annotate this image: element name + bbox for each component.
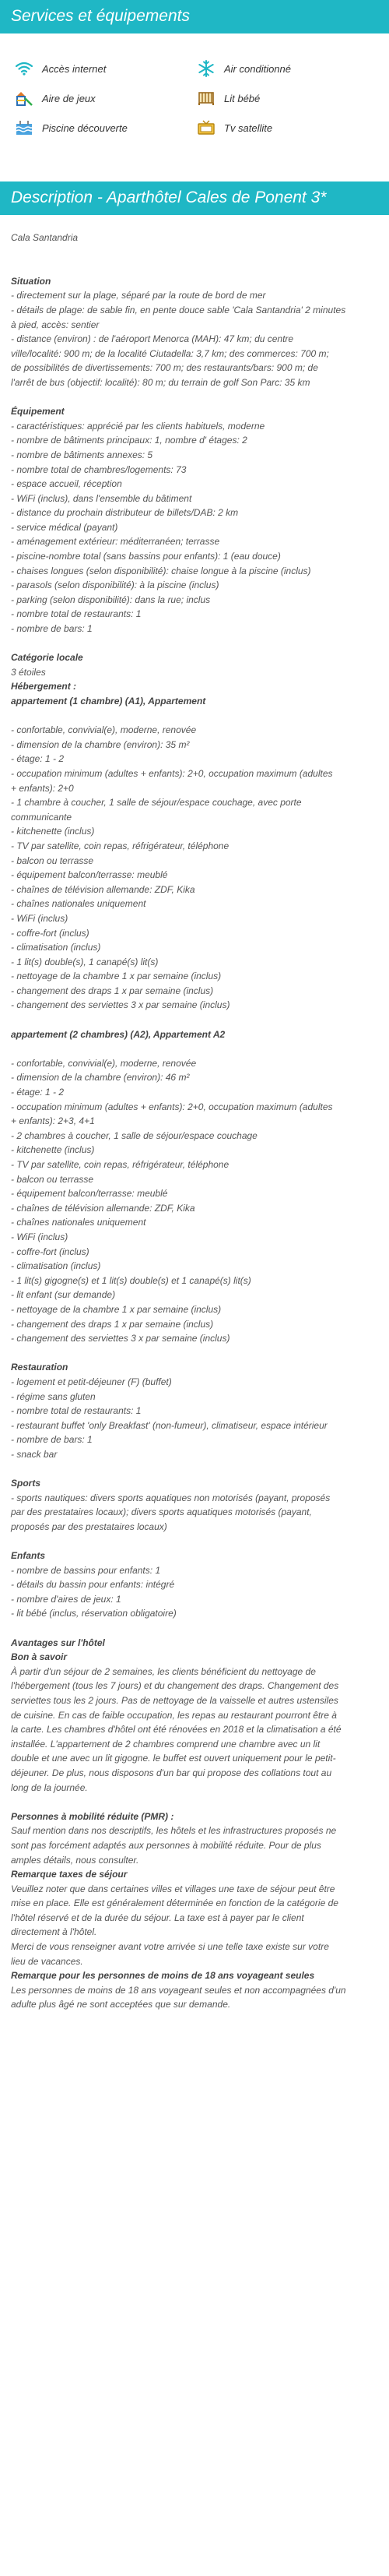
- description-line: - coffre-fort (inclus): [11, 1246, 89, 1257]
- description-heading: appartement (1 chambre) (A1), Appartement: [11, 696, 206, 707]
- blank-line: [11, 1534, 378, 1549]
- service-label: Tv satellite: [224, 122, 273, 134]
- description-line: amples détails, nous consulter.: [11, 1854, 139, 1866]
- description-title: Description - Aparthôtel Cales de Ponent 3*: [0, 181, 389, 215]
- description-line: - changement des serviettes 3 x par semaine (inclus): [11, 1333, 230, 1344]
- description-line: - distance du prochain distributeur de billets/DAB: 2 km: [11, 507, 239, 519]
- description-line: - 1 lit(s) gigogne(s) et 1 lit(s) double(s) et 1 canapé(s) lit(s): [11, 1274, 251, 1286]
- services-body: [0, 33, 389, 158]
- description-line: - nombre de bars: 1: [11, 623, 93, 635]
- service-label: Air conditionné: [224, 62, 291, 75]
- blank-line: [11, 1795, 378, 1810]
- description-line: - 2 chambres à coucher, 1 salle de séjour/espace couchage: [11, 1129, 258, 1141]
- description-line: - distance (environ) : de l'aéroport Menorca (MAH): 47 km; du centre: [11, 333, 294, 345]
- service-pool: [12, 113, 194, 143]
- description-line: mise en place. Elle est généralement déterminée en fonction de la catégorie de: [11, 1898, 338, 1909]
- description-line: - étage: 1 - 2: [11, 753, 65, 765]
- description-line: - kitchenette (inclus): [11, 826, 95, 837]
- description-line: - nombre de bars: 1: [11, 1434, 93, 1446]
- description-line: communicante: [11, 811, 72, 823]
- description-heading: Remarque taxes de séjour: [11, 1869, 128, 1880]
- description-line: lieu de vacances.: [11, 1955, 83, 1967]
- description-line: - détails du bassin pour enfants: intégré: [11, 1579, 175, 1591]
- description-line: - occupation minimum (adultes + enfants): 2+0, occupation maximum (adultes: [11, 1101, 333, 1112]
- description-line: la carte. Les chambres d'hôtel ont été rénovées en 2018 et la climatisation a été: [11, 1724, 342, 1736]
- description-line: - chaises longues (selon disponibilité): chaise longue à la piscine (inclus): [11, 565, 311, 576]
- description-line: long de la journée.: [11, 1781, 88, 1793]
- description-line: serviettes tous les 2 jours. Pas de nettoyage de la vaisselle et autres ustensiles: [11, 1694, 338, 1706]
- description-line: - coffre-fort (inclus): [11, 927, 89, 939]
- description-line: par des prestataires locaux); divers sports aquatiques motorisés (payant,: [11, 1506, 312, 1518]
- description-line: à pied, accès: sentier: [11, 319, 100, 330]
- description-line: Veuillez noter que dans certaines villes et villages une taxe de séjour peut être: [11, 1883, 335, 1894]
- description-line: - changement des draps 1 x par semaine (inclus): [11, 985, 214, 996]
- description-line: À partir d'un séjour de 2 semaines, les clients bénéficient du nettoyage de: [11, 1665, 316, 1677]
- description-line: - piscine-nombre total (sans bassins pour enfants): 1 (eau douce): [11, 551, 281, 562]
- services-section: [0, 0, 389, 158]
- description-line: - changement des serviettes 3 x par semaine (inclus): [11, 999, 230, 1011]
- service-label: Accès internet: [42, 62, 107, 75]
- blank-line: [11, 709, 378, 724]
- description-line: - lit enfant (sur demande): [11, 1289, 116, 1301]
- playground-icon: [12, 89, 36, 107]
- description-line: - confortable, convivial(e), moderne, renovée: [11, 724, 197, 736]
- services-title: Services et équipements: [0, 0, 389, 33]
- service-label: Aire de jeux: [42, 92, 96, 104]
- description-line: - dimension de la chambre (environ): 35 m²: [11, 738, 190, 750]
- description-line: - lit bébé (inclus, réservation obligatoire): [11, 1608, 177, 1619]
- description-line: - 1 chambre à coucher, 1 salle de séjour/espace couchage, avec porte: [11, 797, 302, 809]
- blank-line: [11, 1346, 378, 1361]
- description-line: - caractéristiques: apprécié par les clients habituels, moderne: [11, 420, 265, 432]
- description-line: - balcon ou terrasse: [11, 1173, 94, 1185]
- description-line: - sports nautiques: divers sports aquatiques non motorisés (payant, proposés: [11, 1492, 331, 1503]
- description-line: - confortable, convivial(e), moderne, renovée: [11, 1057, 197, 1069]
- blank-line: [11, 1461, 378, 1476]
- description-line: installée. L'appartement de 2 chambres comprend une chambre avec un lit: [11, 1738, 321, 1750]
- description-line: - nombre d'aires de jeux: 1: [11, 1593, 121, 1605]
- description-heading: Remarque pour les personnes de moins de 18 ans voyageant seules: [11, 1970, 315, 1982]
- service-label: Piscine découverte: [42, 122, 128, 134]
- description-line: - détails de plage: de sable fin, en pente douce sable 'Cala Santandria' 2 minutes: [11, 304, 346, 315]
- description-line: proposés par des prestataires locaux): [11, 1521, 167, 1532]
- description-line: - équipement balcon/terrasse: meublé: [11, 869, 168, 881]
- description-line: - WiFi (inclus): [11, 1231, 68, 1242]
- description-line: - climatisation (inclus): [11, 1260, 101, 1272]
- crib-icon: [194, 89, 218, 107]
- description-line: - parking (selon disponibilité): dans la rue; inclus: [11, 594, 211, 605]
- description-line: - nombre de bâtiments principaux: 1, nombre d' étages: 2: [11, 435, 247, 446]
- description-heading: appartement (2 chambres) (A2), Appartement A2: [11, 1028, 226, 1040]
- description-section: [0, 181, 389, 2043]
- description-line: - nettoyage de la chambre 1 x par semaine (inclus): [11, 1303, 222, 1315]
- description-heading: Équipement: [11, 406, 65, 418]
- description-line: - kitchenette (inclus): [11, 1144, 95, 1156]
- description-line: - WiFi (inclus), dans l'ensemble du bâtiment: [11, 492, 192, 504]
- description-line: Cala Santandria: [11, 232, 79, 243]
- blank-line: [11, 259, 378, 274]
- description-heading: Personnes à mobilité réduite (PMR) :: [11, 1810, 174, 1822]
- description-line: 3 étoiles: [11, 666, 46, 678]
- description-line: de cuisine. En cas de faible occupation, les repas au restaurant pourront être à: [11, 1709, 337, 1721]
- description-line: - étage: 1 - 2: [11, 1087, 65, 1098]
- snowflake-icon: [194, 59, 218, 78]
- description-line: - directement sur la plage, séparé par la route de bord de mer: [11, 290, 266, 301]
- service-label: Lit bébé: [224, 92, 261, 104]
- description-line: Merci de vous renseigner avant votre arrivée si une telle taxe existe sur votre: [11, 1941, 329, 1953]
- description-line: - TV par satellite, coin repas, réfrigérateur, téléphone: [11, 1159, 230, 1170]
- description-line: adulte plus âgé ne sont acceptées que sur demande.: [11, 1999, 231, 2010]
- description-line: - WiFi (inclus): [11, 912, 68, 924]
- description-line: déjeuner. De plus, nous disposons d'un bar qui propose des collations tout au: [11, 1767, 332, 1778]
- description-line: double et une avec un lit gigogne. le buffet est ouvert uniquement pour le petit-: [11, 1753, 336, 1764]
- description-heading: Avantages sur l'hôtel: [11, 1637, 105, 1648]
- description-line: de possibilités de divertissements: 700 m; des restaurants/bars: 900 m; de: [11, 362, 318, 374]
- description-line: - parasols (selon disponibilité): à la piscine (inclus): [11, 580, 219, 591]
- blank-line: [11, 1621, 378, 1636]
- description-heading: Hébergement :: [11, 681, 77, 692]
- service-crib: [194, 83, 377, 113]
- description-line: Sauf mention dans nos descriptifs, les hôtels et les infrastructures proposés ne: [11, 1825, 337, 1837]
- description-line: l'arrêt de bus (objectif: localité): 80 m; du terrain de golf Son Parc: 35 km: [11, 376, 310, 388]
- description-heading: Bon à savoir: [11, 1651, 68, 1663]
- description-line: - nombre total de chambres/logements: 73: [11, 463, 187, 475]
- description-line: - nombre de bâtiments annexes: 5: [11, 449, 153, 460]
- description-line: + enfants): 2+3, 4+1: [11, 1115, 95, 1127]
- description-heading: Enfants: [11, 1550, 46, 1562]
- description-line: - climatisation (inclus): [11, 942, 101, 953]
- description-line: - espace accueil, réception: [11, 478, 122, 490]
- description-line: Les personnes de moins de 18 ans voyageant seules et non accompagnées d'un: [11, 1984, 346, 1996]
- description-line: - snack bar: [11, 1448, 58, 1460]
- description-line: - nombre total de restaurants: 1: [11, 608, 142, 620]
- description-line: - occupation minimum (adultes + enfants): 2+0, occupation maximum (adultes: [11, 767, 333, 779]
- pool-icon: [12, 118, 36, 137]
- service-internet: [12, 54, 194, 83]
- description-line: - service médical (payant): [11, 521, 118, 533]
- description-line: - nombre de bassins pour enfants: 1: [11, 1564, 161, 1576]
- service-tv: [194, 113, 377, 143]
- description-line: - chaînes nationales uniquement: [11, 898, 146, 910]
- description-line: - nombre total de restaurants: 1: [11, 1405, 142, 1417]
- blank-line: [11, 636, 378, 651]
- blank-line: [11, 1013, 378, 1027]
- blank-line: [11, 1041, 378, 1056]
- description-line: - 1 lit(s) double(s), 1 canapé(s) lit(s): [11, 956, 159, 967]
- description-heading: Catégorie locale: [11, 652, 83, 664]
- description-line: directement à l'hôtel.: [11, 1926, 97, 1938]
- description-body: [0, 215, 389, 2043]
- description-line: - balcon ou terrasse: [11, 855, 94, 866]
- blank-line: [11, 245, 378, 260]
- description-line: - équipement balcon/terrasse: meublé: [11, 1188, 168, 1200]
- description-heading: Sports: [11, 1478, 41, 1489]
- description-line: - aménagement extérieur: méditerranéen; terrasse: [11, 536, 220, 548]
- tv-icon: [194, 118, 218, 137]
- description-heading: Restauration: [11, 1362, 68, 1373]
- wifi-icon: [12, 59, 36, 78]
- description-line: - chaînes de télévision allemande: ZDF, Kika: [11, 1202, 195, 1214]
- description-line: - logement et petit-déjeuner (F) (buffet): [11, 1376, 172, 1387]
- description-line: - nettoyage de la chambre 1 x par semaine (inclus): [11, 971, 222, 982]
- description-line: + enfants): 2+0: [11, 782, 74, 794]
- description-line: - dimension de la chambre (environ): 46 m²: [11, 1072, 190, 1084]
- description-line: - chaînes de télévision allemande: ZDF, Kika: [11, 883, 195, 895]
- description-line: - changement des draps 1 x par semaine (inclus): [11, 1318, 214, 1330]
- description-line: l'hébergement (tous les 7 jours) et du changement des draps. Changement des: [11, 1680, 339, 1692]
- section-gap: [0, 158, 389, 181]
- service-aircon: [194, 54, 377, 83]
- description-line: - chaînes nationales uniquement: [11, 1217, 146, 1228]
- description-line: - TV par satellite, coin repas, réfrigérateur, téléphone: [11, 840, 230, 851]
- description-line: l'hôtel réservé et de la durée du séjour. La taxe est à payer par le client: [11, 1912, 304, 1923]
- description-heading: Situation: [11, 275, 51, 287]
- services-grid: [12, 54, 377, 143]
- service-playground: [12, 83, 194, 113]
- description-line: - régime sans gluten: [11, 1390, 96, 1402]
- description-line: ville/localité: 900 m; de la localité Ciutadella: 3,7 km; des commerces: 700 m;: [11, 347, 329, 359]
- description-line: - restaurant buffet 'only Breakfast' (non-fumeur), climatiseur, espace intérieur: [11, 1419, 328, 1431]
- blank-line: [11, 390, 378, 405]
- description-line: sont pas forcément adaptés aux personnes à mobilité réduite. Pour de plus: [11, 1839, 321, 1851]
